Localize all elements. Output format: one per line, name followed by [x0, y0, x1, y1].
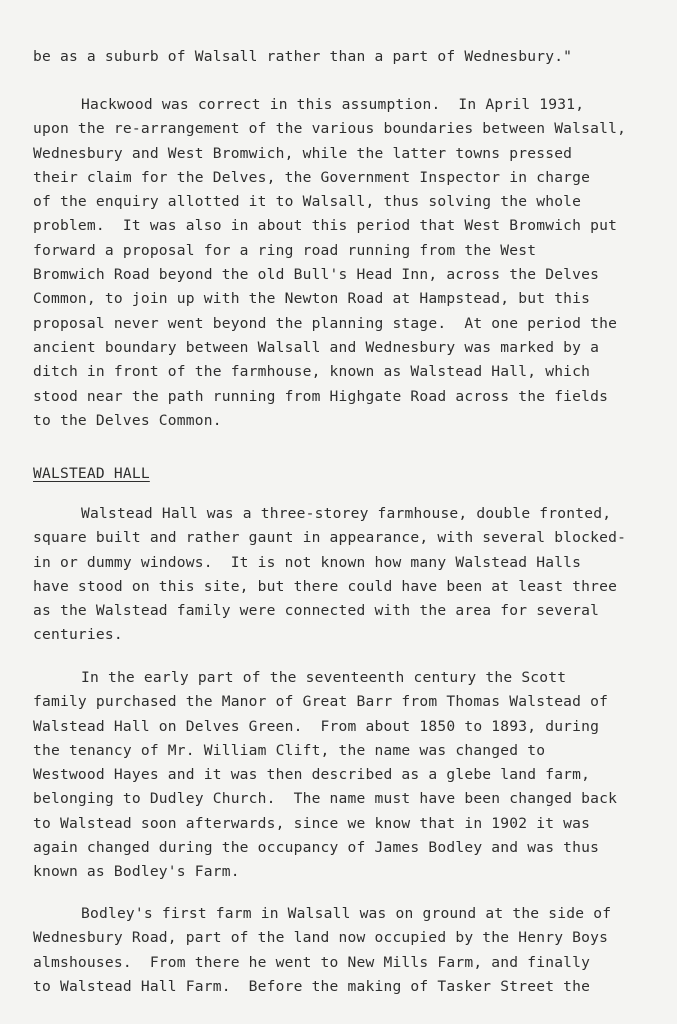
text-line: of the enquiry allotted it to Walsall, thus solving the whole	[33, 193, 582, 211]
paragraph-walstead-hall	[33, 502, 663, 648]
text-line: the tenancy of Mr. William Clift, the name was changed to	[33, 741, 546, 759]
text-line: again changed during the occupancy of James Bodley and was thus	[33, 839, 600, 857]
text-line: Walstead Hall on Delves Green. From about 1850 to 1893, during	[33, 717, 600, 735]
text-line: almshouses. From there he went to New Mills Farm, and finally	[33, 953, 591, 971]
text-line: upon the re-arrangement of the various boundaries between Walsall,	[33, 120, 627, 138]
text-line: stood near the path running from Highgate Road across the fields	[33, 387, 609, 405]
section-heading-block	[33, 462, 663, 486]
text-line: their claim for the Delves, the Government Inspector in charge	[33, 168, 591, 186]
paragraph-seventeenth-century	[33, 666, 663, 885]
text-line: forward a proposal for a ring road running from the West	[33, 241, 537, 259]
text-line: to Walstead Hall Farm. Before the making of Tasker Street the	[33, 977, 591, 995]
paragraph-bodley-farm	[33, 902, 663, 999]
text-line: problem. It was also in about this period that West Bromwich put	[33, 217, 618, 235]
text-line: to the Delves Common.	[33, 411, 222, 429]
text-line: to Walstead soon afterwards, since we know that in 1902 it was	[33, 814, 591, 832]
text-line: Wednesbury Road, part of the land now occupied by the Henry Boys	[33, 929, 609, 947]
text-line: ancient boundary between Walsall and Wednesbury was marked by a	[33, 338, 600, 356]
text-line: in or dummy windows. It is not known how many Walstead Halls	[33, 553, 582, 571]
text-line: centuries.	[33, 626, 123, 644]
text-line: Bodley's first farm in Walsall was on ground at the side of	[81, 905, 612, 922]
text-line: be as a suburb of Walsall rather than a part of Wednesbury."	[33, 48, 573, 65]
text-line: square built and rather gaunt in appearance, with several blocked-	[33, 529, 627, 547]
paragraph-continuation	[33, 45, 663, 69]
text-line: Walstead Hall was a three-storey farmhouse, double fronted,	[81, 505, 612, 522]
text-line: family purchased the Manor of Great Barr from Thomas Walstead of	[33, 693, 609, 711]
section-heading: WALSTEAD HALL	[33, 465, 150, 482]
text-line: Wednesbury and West Bromwich, while the latter towns pressed	[33, 144, 573, 162]
text-line: known as Bodley's Farm.	[33, 863, 240, 881]
text-line: In the early part of the seventeenth century the Scott	[81, 669, 567, 686]
text-line: proposal never went beyond the planning stage. At one period the	[33, 314, 618, 332]
text-line: have stood on this site, but there could have been at least three	[33, 577, 618, 595]
text-line: Westwood Hayes and it was then described as a glebe land farm,	[33, 766, 591, 784]
text-line: ditch in front of the farmhouse, known as Walstead Hall, which	[33, 363, 591, 381]
text-line: Common, to join up with the Newton Road at Hampstead, but this	[33, 290, 591, 308]
text-line: Hackwood was correct in this assumption. In April 1931,	[81, 96, 585, 113]
text-line: belonging to Dudley Church. The name must have been changed back	[33, 790, 618, 808]
paragraph-hackwood	[33, 93, 663, 433]
text-line: Bromwich Road beyond the old Bull's Head Inn, across the Delves	[33, 266, 600, 284]
text-line: as the Walstead family were connected with the area for several	[33, 602, 600, 620]
